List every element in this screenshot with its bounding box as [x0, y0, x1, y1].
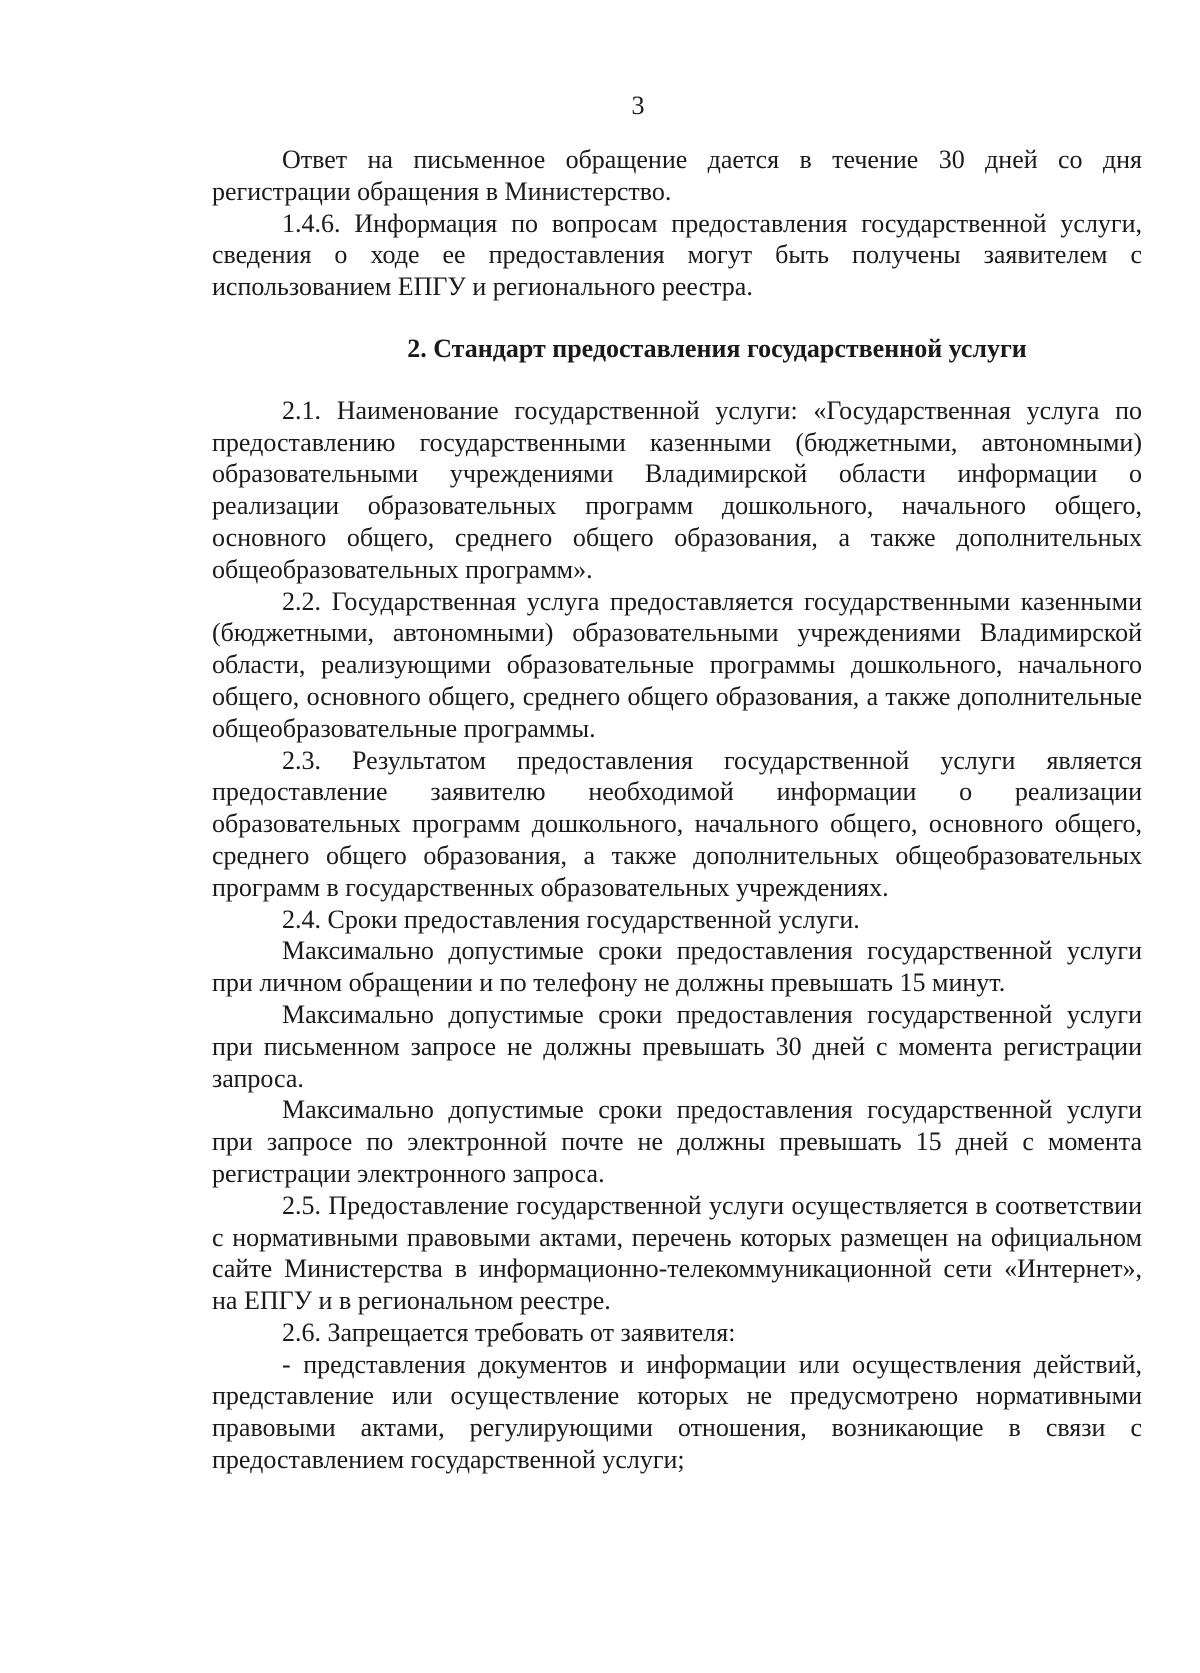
paragraph-1-4-6: 1.4.6. Информация по вопросам предоставления государственной услуги, сведения о ходе ее предоставления могут быть получены заявителем с использованием ЕПГУ и регионального реестра.	[212, 208, 1142, 302]
paragraph-2-5: 2.5. Предоставление государственной услуги осуществляется в соответствии с нормативными правовыми актами, перечень которых размещен на официальном сайте Министерства в информационно-телекоммуникационной сети «Интернет», на ЕПГУ и в региональном реестре.	[212, 1190, 1142, 1316]
paragraph-2-1: 2.1. Наименование государственной услуги: «Государственная услуга по предоставлению государственными казенными (бюджетными, автономными) образовательными учреждениями Владимирской области информации о реализации образовательных программ дошкольного, начального общего, основного общего, среднего общего образования, а также дополнительных общеобразовательных программ».	[212, 395, 1142, 584]
section-heading: 2. Стандарт предоставления государственной услуги	[407, 333, 1027, 363]
paragraph-term-personal: Максимально допустимые сроки предоставления государственной услуги при личном обращении и по телефону не должны превышать 15 минут.	[212, 936, 1142, 998]
paragraph-prohibition-item: - представления документов и информации или осуществления действий, представление или осуществление которых не предусмотрено нормативными правовыми актами, регулирующими отношения, возникающие в связи с предоставлением государственной услуги;	[212, 1349, 1142, 1475]
document-body	[212, 144, 1142, 1476]
paragraph-2-4: 2.4. Сроки предоставления государственной услуги.	[282, 904, 860, 934]
paragraph-term-email: Максимально допустимые сроки предоставления государственной услуги при запросе по электронной почте не должны превышать 15 дней с момента регистрации электронного запроса.	[212, 1095, 1142, 1188]
paragraph-response-term: Ответ на письменное обращение дается в течение 30 дней со дня регистрации обращения в Министерство.	[212, 145, 1142, 206]
paragraph-2-2: 2.2. Государственная услуга предоставляется государственными казенными (бюджетными, автономными) образовательными учреждениями Владимирской области, реализующими образовательные программы дошкольного, начального общего, основного общего, среднего общего образования, а также дополнительные общеобразовательные программы.	[212, 586, 1142, 743]
page-number: 3	[631, 91, 645, 120]
paragraph-2-6: 2.6. Запрещается требовать от заявителя:	[282, 1317, 736, 1347]
paragraph-2-3: 2.3. Результатом предоставления государственной услуги является предоставление заявителю необходимой информации о реализации образовательных программ дошкольного, начального общего, основного общего, среднего общего образования, а также дополнительных общеобразовательных программ в государственных образовательных учреждениях.	[212, 745, 1142, 902]
paragraph-term-written: Максимально допустимые сроки предоставления государственной услуги при письменном запросе не должны превышать 30 дней с момента регистрации запроса.	[212, 999, 1142, 1093]
